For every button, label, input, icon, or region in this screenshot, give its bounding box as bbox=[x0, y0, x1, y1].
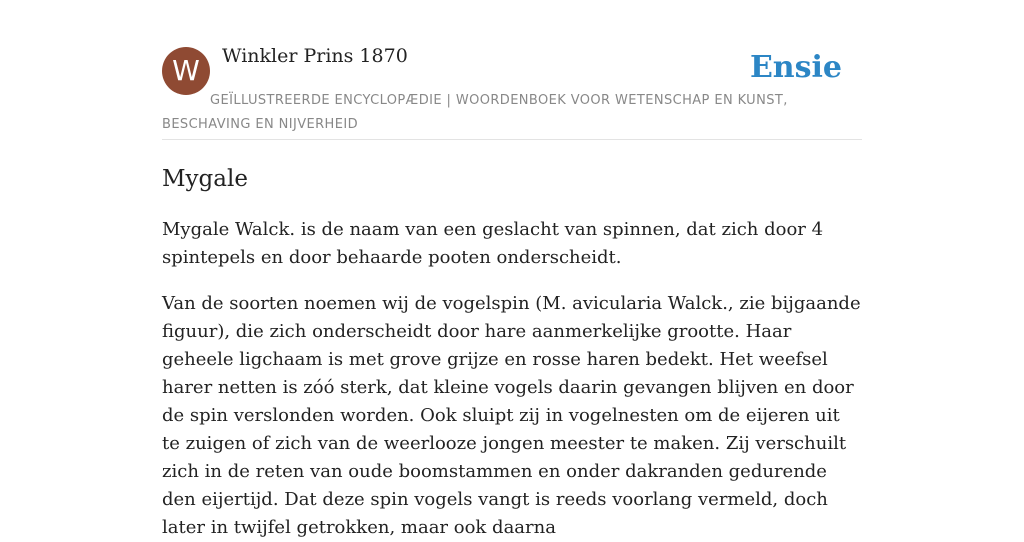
article-paragraph: Van de soorten noemen wij de vogelspin (M. avicularia Walck., zie bijgaande figuur), die zich onderscheidt door hare aanmerkelijke grootte. Haar geheele ligchaam is met grove grijze en rosse haren bedekt. Het weefsel harer netten is zóó sterk, dat kleine vogels daarin gevangen blijven en door de spin verslonden worden. Ook sluipt zij in vogelnesten om de eijeren uit te zuigen of zich van de weerlooze jongen meester te maken. Zij verschuilt zich in de reten van oude boomstammen en onder dakranden gedurende den eijertijd. Dat deze spin vogels vangt is reeds voorlang vermeld, doch later in twijfel getrokken, maar ook daarna bbox=[162, 293, 861, 538]
header bbox=[162, 0, 862, 140]
source-title[interactable]: Winkler Prins 1870 bbox=[222, 45, 408, 67]
article-paragraph: Mygale Walck. is de naam van een geslacht van spinnen, dat zich door 4 spintepels en door behaarde pooten onderscheidt. bbox=[162, 219, 824, 268]
article-body bbox=[162, 216, 862, 542]
content-column bbox=[162, 0, 862, 542]
source-subtitle: GEÏLLUSTREERDE ENCYCLOPÆDIE | WOORDENBOEK VOOR WETENSCHAP EN KUNST, BESCHAVING EN NIJVERHEID bbox=[162, 93, 788, 132]
article-title: Mygale bbox=[162, 166, 248, 192]
ensie-logo[interactable]: Ensie bbox=[749, 50, 842, 85]
source-avatar[interactable]: W bbox=[162, 47, 210, 95]
